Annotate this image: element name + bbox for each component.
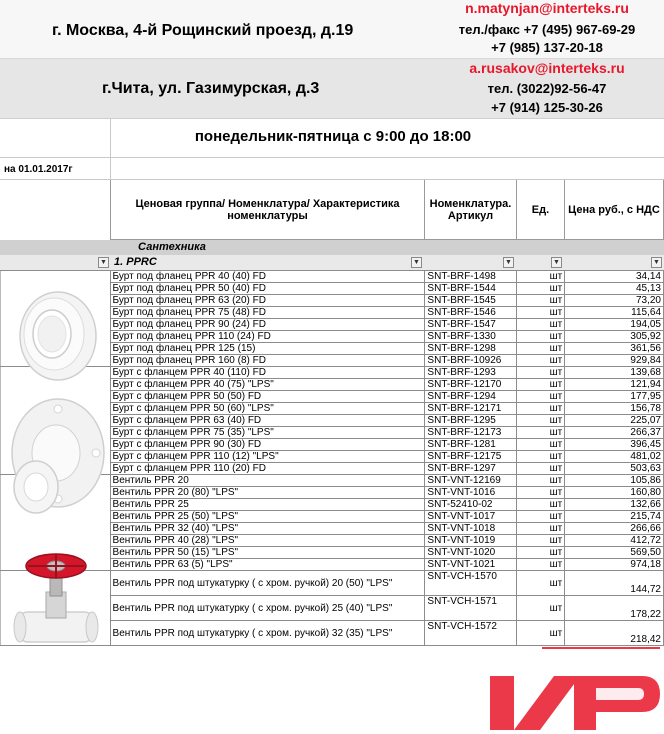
article-cell: SNT-BRF-1544 [425, 283, 517, 295]
chita-mobile-phone: +7 (914) 125-30-26 [491, 100, 603, 115]
chita-email-link[interactable]: a.rusakov@interteks.ru [469, 60, 625, 76]
moscow-address: г. Москва, 4-й Рощинский проезд, д.19 [52, 22, 354, 39]
product-name-cell: Вентиль PPR 20 [110, 475, 425, 487]
price-cell: 121,94 [565, 379, 664, 391]
subgroup-label: 1. PPRC [114, 256, 157, 268]
article-cell: SNT-BRF-1294 [425, 391, 517, 403]
article-cell: SNT-BRF-1547 [425, 319, 517, 331]
valve-image [8, 540, 104, 660]
price-cell: 139,68 [565, 367, 664, 379]
product-name-cell: Вентиль PPR 63 (5) "LPS" [110, 559, 425, 571]
product-name-cell: Бурт под фланец PPR 40 (40) FD [110, 271, 425, 283]
article-cell: SNT-VNT-1016 [425, 487, 517, 499]
article-cell: SNT-BRF-1295 [425, 415, 517, 427]
product-name-cell: Бурт с фланцем PPR 40 (75) "LPS" [110, 379, 425, 391]
price-cell: 144,72 [565, 571, 664, 596]
product-name-cell: Бурт с фланцем PPR 75 (35) "LPS" [110, 427, 425, 439]
article-cell: SNT-BRF-1498 [425, 271, 517, 283]
price-cell: 156,78 [565, 403, 664, 415]
price-date: на 01.01.2017г [4, 164, 73, 175]
article-cell: SNT-VNT-1019 [425, 535, 517, 547]
unit-cell: шт [517, 283, 565, 295]
product-name-cell: Бурт под фланец PPR 160 (8) FD [110, 355, 425, 367]
price-cell: 503,63 [565, 463, 664, 475]
grid-line [0, 157, 664, 158]
column-header-price-label: Цена руб., с НДС [568, 203, 660, 216]
unit-cell: шт [517, 571, 565, 596]
unit-cell: шт [517, 295, 565, 307]
column-header-unit [517, 180, 565, 240]
product-name-cell: Бурт с фланцем PPR 90 (30) FD [110, 439, 425, 451]
column-header-article-label: Номенклатура. Артикул [429, 197, 512, 222]
product-name-cell: Вентиль PPR 40 (28) "LPS" [110, 535, 425, 547]
article-cell: SNT-VNT-1017 [425, 511, 517, 523]
product-name-cell: Бурт под фланец PPR 125 (15) [110, 343, 425, 355]
chita-address: г.Чита, ул. Газимурская, д.3 [102, 80, 320, 97]
article-cell: SNT-BRF-1298 [425, 343, 517, 355]
price-cell: 160,80 [565, 487, 664, 499]
column-header-article [425, 180, 517, 240]
unit-cell: шт [517, 559, 565, 571]
unit-cell: шт [517, 463, 565, 475]
price-cell: 177,95 [565, 391, 664, 403]
unit-cell: шт [517, 307, 565, 319]
moscow-mobile-phone: +7 (985) 137-20-18 [491, 40, 603, 55]
unit-cell: шт [517, 523, 565, 535]
price-cell: 225,07 [565, 415, 664, 427]
product-name-cell: Вентиль PPR 25 [110, 499, 425, 511]
product-name-cell: Бурт под фланец PPR 75 (48) FD [110, 307, 425, 319]
price-cell: 215,74 [565, 511, 664, 523]
article-cell: SNT-BRF-1293 [425, 367, 517, 379]
product-name-cell: Бурт под фланец PPR 90 (24) FD [110, 319, 425, 331]
working-hours: понедельник-пятница с 9:00 до 18:00 [194, 128, 472, 145]
product-name-cell: Бурт с фланцем PPR 40 (110) FD [110, 367, 425, 379]
price-cell: 105,86 [565, 475, 664, 487]
flange-collar-image [4, 395, 108, 525]
price-cell: 218,42 [565, 621, 664, 646]
moscow-phone-fax: тел./факс +7 (495) 967-69-29 [458, 22, 636, 37]
article-cell: SNT-BRF-12173 [425, 427, 517, 439]
price-cell: 194,05 [565, 319, 664, 331]
article-cell: SNT-BRF-1546 [425, 307, 517, 319]
product-name-cell: Бурт под фланец PPR 50 (40) FD [110, 283, 425, 295]
price-cell: 178,22 [565, 596, 664, 621]
unit-cell: шт [517, 367, 565, 379]
price-cell: 115,64 [565, 307, 664, 319]
product-name-cell: Бурт под фланец PPR 110 (24) FD [110, 331, 425, 343]
product-name-cell: Вентиль PPR 20 (80) "LPS" [110, 487, 425, 499]
unit-cell: шт [517, 427, 565, 439]
product-name-cell: Вентиль PPR 25 (50) "LPS" [110, 511, 425, 523]
article-cell: SNT-VNT-1020 [425, 547, 517, 559]
unit-cell: шт [517, 331, 565, 343]
article-cell: SNT-BRF-1545 [425, 295, 517, 307]
column-header-unit-label: Ед. [531, 203, 550, 216]
unit-cell: шт [517, 355, 565, 367]
unit-cell: шт [517, 439, 565, 451]
article-cell: SNT-BRF-1297 [425, 463, 517, 475]
unit-cell: шт [517, 547, 565, 559]
product-name-cell: Вентиль PPR под штукатурку ( с хром. ручкой) 20 (50) "LPS" [110, 571, 425, 596]
price-cell: 132,66 [565, 499, 664, 511]
unit-cell: шт [517, 475, 565, 487]
pipe-collar-image [10, 278, 102, 390]
article-cell: SNT-52410-02 [425, 499, 517, 511]
price-cell: 412,72 [565, 535, 664, 547]
unit-cell: шт [517, 487, 565, 499]
article-cell: SNT-VCH-1572 [425, 621, 517, 646]
article-cell: SNT-BRF-10926 [425, 355, 517, 367]
article-cell: SNT-VNT-1021 [425, 559, 517, 571]
product-name-cell: Вентиль PPR 32 (40) "LPS" [110, 523, 425, 535]
price-cell: 974,18 [565, 559, 664, 571]
dropdown-filter-icon[interactable]: ▼ [98, 257, 109, 268]
product-name-cell: Бурт с фланцем PPR 63 (40) FD [110, 415, 425, 427]
column-header-price [565, 180, 664, 240]
article-cell: SNT-VCH-1570 [425, 571, 517, 596]
article-cell: SNT-BRF-12175 [425, 451, 517, 463]
price-cell: 45,13 [565, 283, 664, 295]
article-cell: SNT-BRF-1281 [425, 439, 517, 451]
unit-cell: шт [517, 499, 565, 511]
unit-cell: шт [517, 319, 565, 331]
dropdown-filter-icon[interactable]: ▼ [503, 257, 514, 268]
price-cell: 361,56 [565, 343, 664, 355]
group-row-background [0, 240, 664, 256]
unit-cell: шт [517, 535, 565, 547]
unit-cell: шт [517, 343, 565, 355]
article-cell: SNT-BRF-12170 [425, 379, 517, 391]
product-name-cell: Бурт под фланец PPR 63 (20) FD [110, 295, 425, 307]
article-cell: SNT-VNT-12169 [425, 475, 517, 487]
chita-phone: тел. (3022)92-56-47 [487, 81, 607, 96]
product-name-cell: Вентиль PPR под штукатурку ( с хром. ручкой) 32 (35) "LPS" [110, 621, 425, 646]
price-cell: 929,84 [565, 355, 664, 367]
article-cell: SNT-BRF-1330 [425, 331, 517, 343]
price-cell: 73,20 [565, 295, 664, 307]
unit-cell: шт [517, 415, 565, 427]
column-header-name [110, 180, 425, 240]
price-cell: 34,14 [565, 271, 664, 283]
column-header-name-label: Ценовая группа/ Номенклатура/ Характеристика номенклатуры [135, 197, 400, 222]
price-cell: 569,50 [565, 547, 664, 559]
article-cell: SNT-VNT-1018 [425, 523, 517, 535]
product-name-cell: Вентиль PPR под штукатурку ( с хром. ручкой) 25 (40) "LPS" [110, 596, 425, 621]
price-cell: 396,45 [565, 439, 664, 451]
price-cell: 266,66 [565, 523, 664, 535]
product-name-cell: Бурт с фланцем PPR 50 (50) FD [110, 391, 425, 403]
price-cell: 266,37 [565, 427, 664, 439]
article-cell: SNT-VCH-1571 [425, 596, 517, 621]
product-name-cell: Бурт с фланцем PPR 50 (60) "LPS" [110, 403, 425, 415]
moscow-email-link[interactable]: n.matynjan@interteks.ru [465, 0, 629, 16]
unit-cell: шт [517, 511, 565, 523]
price-cell: 481,02 [565, 451, 664, 463]
unit-cell: шт [517, 379, 565, 391]
unit-cell: шт [517, 596, 565, 621]
price-cell: 305,92 [565, 331, 664, 343]
interteks-logo-watermark [484, 640, 664, 734]
unit-cell: шт [517, 391, 565, 403]
product-name-cell: Бурт с фланцем PPR 110 (12) "LPS" [110, 451, 425, 463]
unit-cell: шт [517, 451, 565, 463]
unit-cell: шт [517, 271, 565, 283]
article-cell: SNT-BRF-12171 [425, 403, 517, 415]
unit-cell: шт [517, 621, 565, 646]
group-label: Сантехника [138, 241, 206, 253]
dropdown-filter-icon[interactable]: ▼ [411, 257, 422, 268]
product-name-cell: Вентиль PPR 50 (15) "LPS" [110, 547, 425, 559]
dropdown-filter-icon[interactable]: ▼ [651, 257, 662, 268]
product-name-cell: Бурт с фланцем PPR 110 (20) FD [110, 463, 425, 475]
unit-cell: шт [517, 403, 565, 415]
dropdown-filter-icon[interactable]: ▼ [551, 257, 562, 268]
